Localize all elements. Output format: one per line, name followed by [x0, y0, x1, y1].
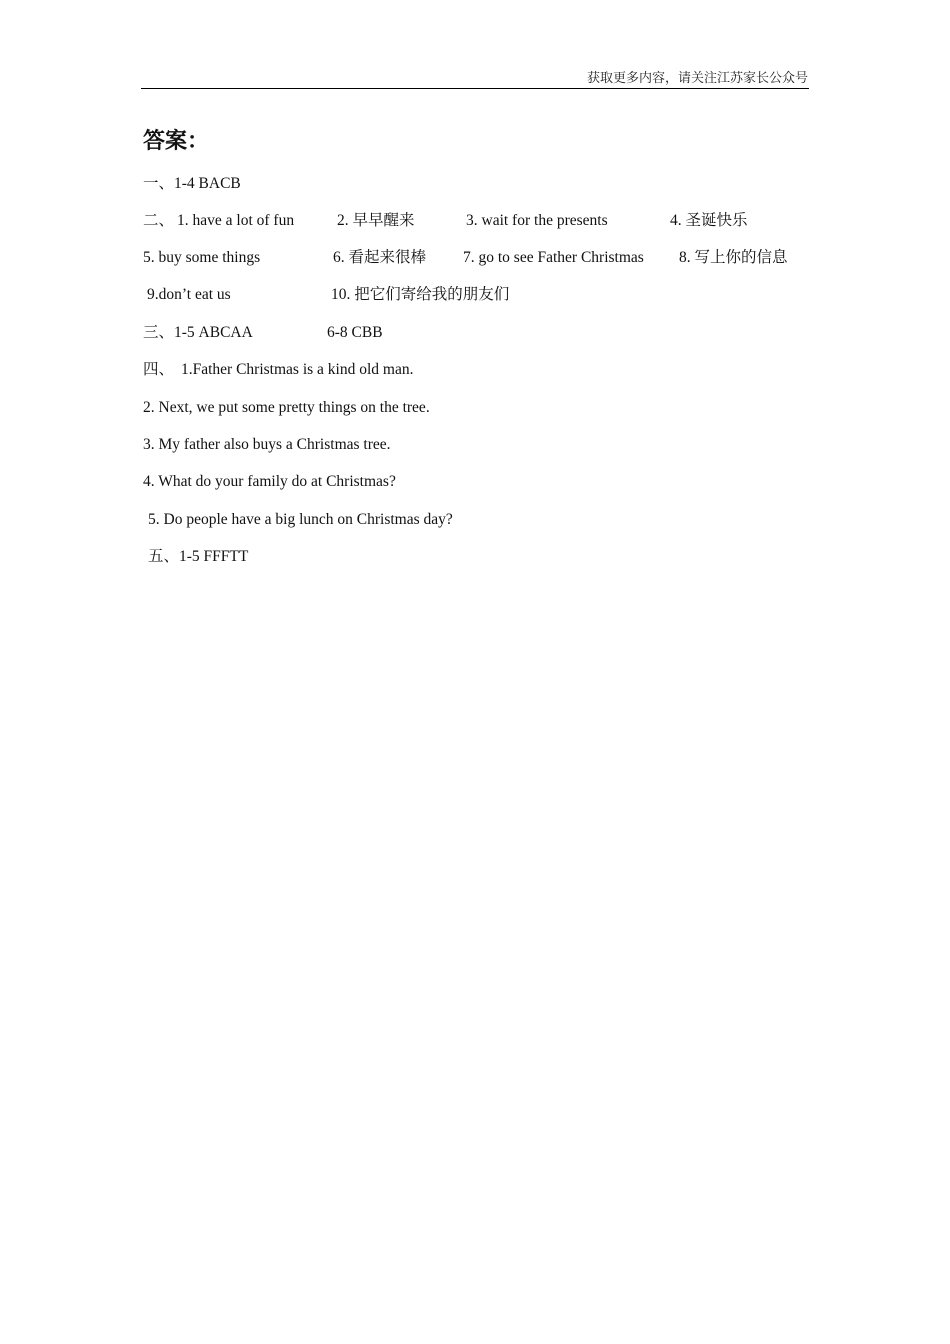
section-2-item-4: 4. 圣诞快乐	[670, 212, 748, 229]
section-4-prefix: 四、	[143, 361, 175, 378]
section-2-item-3: 3. wait for the presents	[466, 212, 608, 229]
section-2-row-1	[143, 211, 843, 231]
section-2-row-3	[143, 285, 843, 305]
section-2-item-1: 1. have a lot of fun	[177, 212, 295, 229]
section-4-sentence-1: 1.Father Christmas is a kind old man.	[181, 361, 414, 378]
section-5-answers: 五、1-5 FFFTT	[148, 548, 249, 565]
section-2-item-9: 9.don’t eat us	[147, 286, 231, 303]
section-2-item-8: 8. 写上你的信息	[679, 249, 788, 266]
section-4-sentence-2: 2. Next, we put some pretty things on the tree.	[143, 399, 430, 416]
section-2-item-2: 2. 早早醒来	[337, 212, 415, 229]
section-4-sentence-5: 5. Do people have a big lunch on Christmas day?	[148, 511, 453, 528]
section-1-answers: 一、1-4 BACB	[143, 175, 241, 192]
section-3-answers	[143, 323, 843, 343]
section-3-part-b: 6-8 CBB	[327, 324, 383, 341]
section-2-item-6: 6. 看起来很棒	[333, 249, 427, 266]
section-4-row-1	[143, 360, 843, 380]
page-title: 答案：	[143, 129, 210, 154]
header-divider	[141, 88, 809, 89]
section-2-item-10: 10. 把它们寄给我的朋友们	[331, 286, 510, 303]
section-4-sentence-4: 4. What do your family do at Christmas?	[143, 473, 396, 490]
section-2-item-5: 5. buy some things	[143, 249, 261, 266]
section-2-row-2	[143, 248, 843, 268]
header-text: 获取更多内容，请关注江苏家长公众号	[586, 70, 808, 85]
section-3-part-a: 三、1-5 ABCAA	[143, 324, 253, 341]
section-2-prefix: 二、	[143, 212, 175, 229]
section-4-sentence-3: 3. My father also buys a Christmas tree.	[143, 436, 391, 453]
section-2-item-7: 7. go to see Father Christmas	[463, 249, 644, 266]
